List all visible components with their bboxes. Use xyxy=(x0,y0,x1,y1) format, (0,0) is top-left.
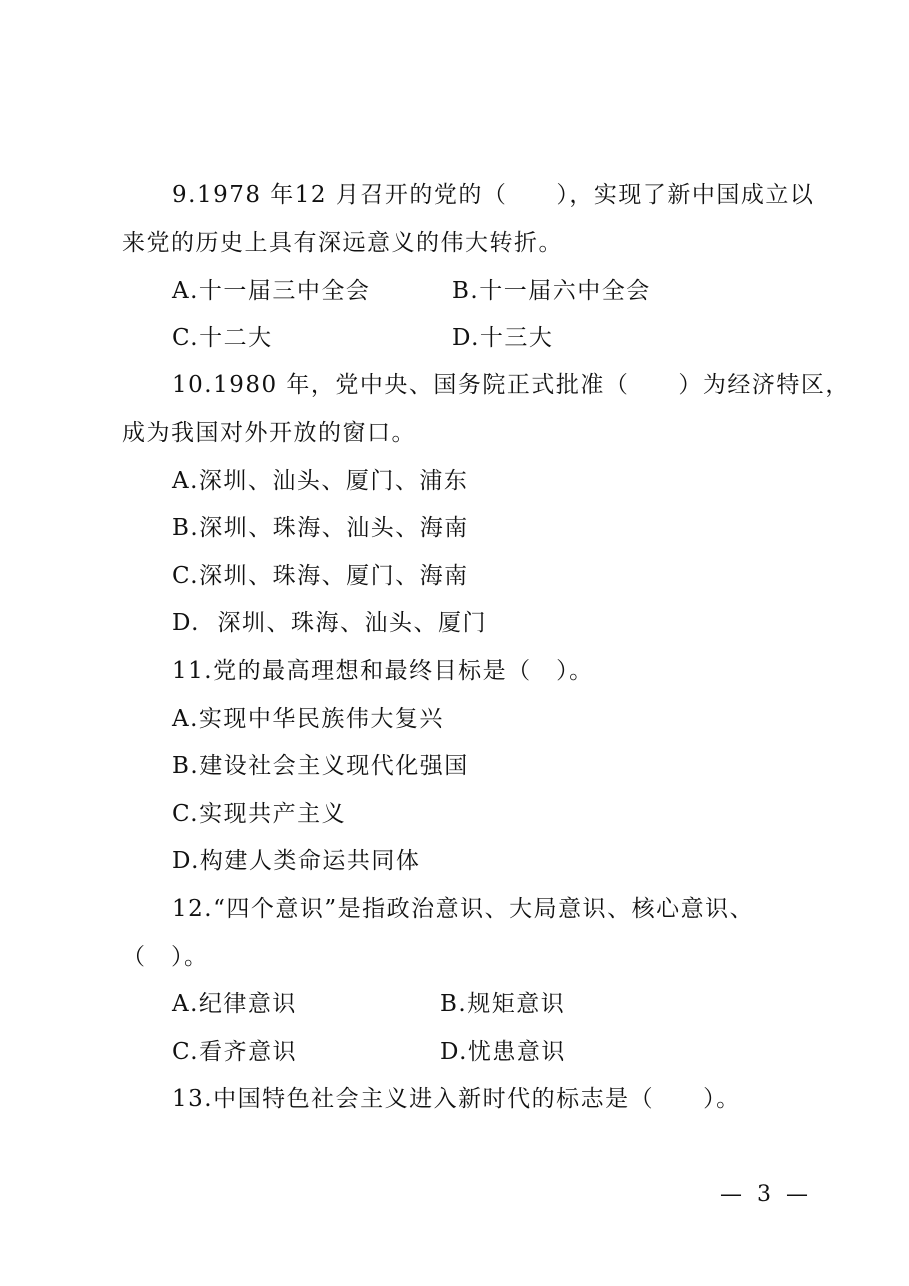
question-11-option-b: B.建设社会主义现代化强国 xyxy=(172,753,469,779)
question-12-stem-line-2: （ ）。 xyxy=(122,944,209,970)
question-11-option-d: D.构建人类命运共同体 xyxy=(172,848,421,874)
question-10-option-a: A.深圳、汕头、厦门、浦东 xyxy=(172,468,469,494)
question-9-option-c: C.十二大 xyxy=(172,325,273,351)
question-12-option-d: D.忧患意识 xyxy=(440,1039,566,1065)
question-10-stem-line-2: 成为我国对外开放的窗口。 xyxy=(122,420,416,446)
question-12-option-b: B.规矩意识 xyxy=(440,991,566,1017)
question-11-option-a: A.实现中华民族伟大复兴 xyxy=(172,706,444,732)
question-9-option-b: B.十一届六中全会 xyxy=(452,278,651,304)
question-11-option-c: C.实现共产主义 xyxy=(172,801,347,827)
question-11-stem-line-1: 11.党的最高理想和最终目标是（ ）。 xyxy=(172,658,594,684)
question-10-option-c: C.深圳、珠海、厦门、海南 xyxy=(172,563,469,589)
question-12-stem-line-1: 12.“四个意识”是指政治意识、大局意识、核心意识、 xyxy=(172,896,755,922)
question-10-option-d: D. 深圳、珠海、汕头、厦门 xyxy=(172,610,488,636)
question-10-stem-line-1: 10.1980 年，党中央、国务院正式批准（ ）为经济特区， xyxy=(172,372,850,398)
question-12-option-a: A.纪律意识 xyxy=(172,991,297,1017)
question-9-stem-line-2: 来党的历史上具有深远意义的伟大转折。 xyxy=(122,230,563,256)
question-13-stem-line-1: 13.中国特色社会主义进入新时代的标志是（ ）。 xyxy=(172,1086,741,1112)
question-12-option-c: C.看齐意识 xyxy=(172,1039,298,1065)
page-number: — 3 — xyxy=(720,1182,812,1207)
question-9-stem-line-1: 9.1978 年12 月召开的党的（ ），实现了新中国成立以 xyxy=(172,182,815,208)
question-9-option-d: D.十三大 xyxy=(452,325,554,351)
question-9-option-a: A.十一届三中全会 xyxy=(172,278,371,304)
question-10-option-b: B.深圳、珠海、汕头、海南 xyxy=(172,515,469,541)
